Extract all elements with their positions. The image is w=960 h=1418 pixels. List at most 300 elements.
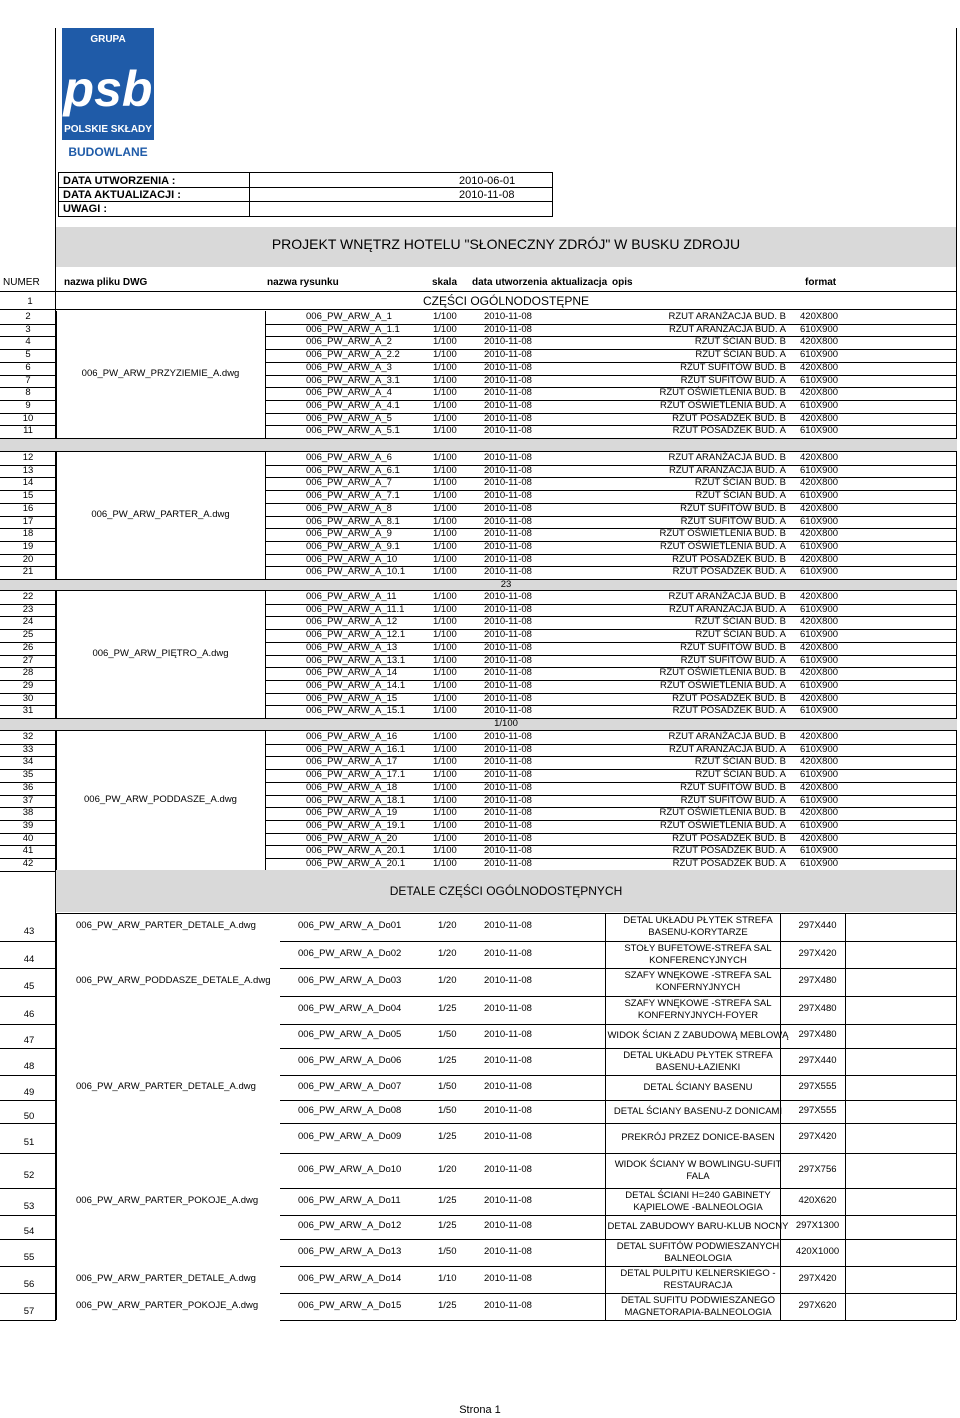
group-file-name: 006_PW_ARW_PODDASZE_A.dwg: [84, 793, 237, 805]
drawing-format: 610X900: [800, 349, 839, 361]
drawing-date: 2010-11-08: [484, 374, 532, 386]
drawing-name: 006_PW_ARW_A_12: [306, 616, 398, 628]
drawing-name: 006_PW_ARW_A_1: [306, 311, 392, 322]
row-number: 31: [22, 705, 34, 717]
updated-value: 2010-11-08: [459, 189, 515, 201]
drawing-scale: 1/100: [433, 654, 457, 666]
detail-drawing: 006_PW_ARW_A_Do03: [298, 975, 402, 986]
detail-number: 45: [23, 981, 35, 992]
drawing-date: 2010-11-08: [484, 323, 532, 335]
drawing-name: 006_PW_ARW_A_16: [306, 731, 398, 742]
drawing-name: 006_PW_ARW_A_20: [306, 832, 398, 844]
detail-scale: 1/20: [438, 947, 457, 959]
detail-description: DETAL UKŁADU PŁYTEK STREFA: [623, 915, 773, 926]
drawing-format: 420X800: [800, 387, 839, 399]
drawing-format: 420X800: [800, 361, 839, 373]
drawing-description: RZUT OŚWIETLENIA BUD. B: [659, 667, 786, 679]
detail-description: RESTAURACJA: [663, 1279, 733, 1291]
detail-date: 2010-11-08: [484, 1003, 532, 1014]
drawing-description: RZUT OŚWIETLENIA BUD. B: [659, 528, 786, 540]
drawing-name: 006_PW_ARW_A_9.1: [306, 540, 400, 552]
group-file-name: 006_PW_ARW_PARTER_A.dwg: [91, 508, 230, 520]
detail-date: 2010-11-08: [484, 1029, 532, 1040]
drawing-name: 006_PW_ARW_A_6: [306, 452, 392, 463]
detail-date: 2010-11-08: [484, 1080, 532, 1092]
detail-row-line-left: [0, 968, 56, 969]
drawing-scale: 1/100: [433, 374, 457, 386]
drawing-name: 006_PW_ARW_A_16.1: [306, 743, 406, 755]
drawing-description: RZUT ŚCIAN BUD. B: [694, 616, 786, 628]
drawing-format: 610X900: [800, 743, 839, 755]
drawing-scale: 1/100: [433, 731, 457, 742]
drawing-name: 006_PW_ARW_A_11.1: [306, 603, 405, 615]
drawing-format: 610X900: [800, 399, 839, 411]
header-aktualizacja: aktualizacja: [551, 277, 608, 288]
detail-number: 44: [23, 953, 35, 965]
detail-description: BALNEOLOGIA: [664, 1252, 732, 1264]
detail-format: 297X555: [798, 1080, 837, 1092]
row-number: 2: [25, 311, 31, 322]
row-number: 9: [25, 399, 31, 411]
header-opis: opis: [612, 277, 633, 288]
drawing-scale: 1/100: [433, 807, 457, 819]
drawing-format: 420X800: [800, 591, 839, 602]
detail-file-name: 006_PW_ARW_PARTER_DETALE_A.dwg: [76, 1080, 256, 1092]
drawing-date: 2010-11-08: [484, 629, 532, 641]
detail-file-name: 006_PW_ARW_PARTER_DETALE_A.dwg: [76, 1272, 256, 1284]
drawing-date: 2010-11-08: [484, 832, 532, 844]
detail-row-line-left: [0, 1320, 56, 1321]
detail-description: WIDOK ŚCIANY W BOWLINGU-SUFIT: [614, 1158, 782, 1170]
drawing-format: 610X900: [800, 425, 839, 437]
drawing-date: 2010-11-08: [484, 452, 532, 463]
drawing-scale: 1/100: [433, 781, 457, 793]
drawing-format: 610X900: [800, 540, 839, 552]
drawing-description: RZUT OŚWIETLENIA BUD. B: [659, 807, 786, 819]
drawing-format: 610X900: [800, 490, 839, 502]
drawing-scale: 1/100: [433, 502, 457, 514]
drawing-format: 610X900: [800, 629, 839, 641]
group-spacer: [0, 439, 957, 451]
drawing-format: 420X800: [800, 502, 839, 514]
detail-scale: 1/25: [438, 1194, 457, 1206]
group-file-name: 006_PW_ARW_PRZYZIEMIE_A.dwg: [81, 367, 240, 379]
detail-row-line-left: [0, 1188, 56, 1189]
drawing-description: RZUT ARANŻACJA BUD. A: [668, 464, 786, 476]
spacer-text: 23: [500, 579, 512, 590]
drawing-format: 610X900: [800, 794, 839, 806]
detail-number: 55: [23, 1251, 35, 1263]
drawing-scale: 1/100: [433, 425, 457, 437]
group-file-name: 006_PW_ARW_PIĘTRO_A.dwg: [92, 647, 229, 659]
detail-number: 54: [23, 1226, 35, 1237]
drawing-format: 610X900: [800, 374, 839, 386]
drawing-name: 006_PW_ARW_A_8.1: [306, 515, 400, 527]
drawing-format: 420X800: [800, 667, 839, 679]
drawing-date: 2010-11-08: [484, 490, 532, 502]
header-underline: [0, 291, 957, 292]
drawing-name: 006_PW_ARW_A_18: [306, 781, 398, 793]
drawing-description: RZUT SUFITÓW BUD. A: [680, 654, 786, 666]
drawing-name: 006_PW_ARW_A_2: [306, 336, 392, 348]
drawing-format: 610X900: [800, 705, 839, 717]
row-number: 18: [22, 528, 34, 540]
drawing-scale: 1/100: [433, 667, 457, 679]
drawing-description: RZUT SUFITÓW BUD. B: [680, 781, 786, 793]
drawing-description: RZUT POSADZEK BUD. A: [672, 705, 786, 717]
detail-scale: 1/20: [438, 1163, 457, 1175]
drawing-format: 420X800: [800, 832, 839, 844]
drawing-format: 610X900: [800, 654, 839, 666]
row-number: 16: [22, 502, 34, 514]
detail-format: 297X440: [798, 1054, 837, 1066]
header-plik: nazwa pliku DWG: [64, 277, 148, 288]
drawing-name: 006_PW_ARW_A_15: [306, 692, 398, 704]
drawing-name: 006_PW_ARW_A_18.1: [306, 794, 406, 806]
detail-format: 297X555: [798, 1104, 837, 1116]
detail-drawing: 006_PW_ARW_A_Do06: [298, 1054, 402, 1066]
detail-description: DETAL PULPITU KELNERSKIEGO -: [620, 1267, 776, 1279]
detail-number: 46: [23, 1009, 35, 1020]
detail-drawing: 006_PW_ARW_A_Do12: [298, 1220, 402, 1231]
drawing-description: RZUT ARANŻACJA BUD. A: [668, 323, 786, 335]
drawing-format: 420X800: [800, 692, 839, 704]
detail-format: 297X480: [798, 975, 837, 986]
detail-date: 2010-11-08: [484, 1272, 532, 1284]
drawing-date: 2010-11-08: [484, 399, 532, 411]
meta-box: [58, 172, 553, 217]
drawing-format: 420X800: [800, 756, 839, 768]
detail-format: 297X480: [798, 1003, 837, 1014]
detail-top-line: [56, 913, 956, 914]
drawing-scale: 1/100: [433, 477, 457, 489]
row-number: 15: [22, 490, 34, 502]
row-number: 22: [22, 591, 34, 602]
detail-description: SZAFY WNĘKOWE -STREFA SAL: [624, 970, 772, 981]
drawing-description: RZUT ARANŻACJA BUD. B: [668, 452, 786, 463]
drawing-description: RZUT POSADZEK BUD. B: [672, 553, 786, 565]
drawing-description: RZUT SUFITÓW BUD. A: [680, 374, 786, 386]
detail-drawing: 006_PW_ARW_A_Do05: [298, 1029, 402, 1040]
notes-label: UWAGI :: [63, 203, 107, 215]
detail-scale: 1/50: [438, 1080, 457, 1092]
detail-scale: 1/50: [438, 1104, 457, 1116]
drawing-date: 2010-11-08: [484, 566, 532, 578]
detail-row-line-left: [0, 1100, 56, 1101]
drawing-name: 006_PW_ARW_A_8: [306, 502, 392, 514]
detail-number: 50: [23, 1110, 35, 1122]
drawing-scale: 1/100: [433, 323, 457, 335]
row-number: 8: [25, 387, 31, 399]
drawing-name: 006_PW_ARW_A_14: [306, 667, 398, 679]
drawing-scale: 1/100: [433, 515, 457, 527]
detail-drawing: 006_PW_ARW_A_Do14: [298, 1272, 402, 1284]
row-number: 38: [22, 807, 34, 819]
drawing-date: 2010-11-08: [484, 540, 532, 552]
detail-date: 2010-11-08: [484, 975, 532, 986]
drawing-name: 006_PW_ARW_A_7: [306, 477, 392, 489]
drawing-format: 420X800: [800, 477, 839, 489]
drawing-description: RZUT OŚWIETLENIA BUD. B: [659, 387, 786, 399]
updated-label: DATA AKTUALIZACJI :: [63, 189, 181, 201]
detail-description: STOŁY BUFETOWE-STREFA SAL: [624, 942, 772, 954]
drawing-format: 610X900: [800, 845, 839, 857]
drawing-name: 006_PW_ARW_A_20.1: [306, 845, 406, 857]
row-number: 17: [22, 515, 34, 527]
created-value: 2010-06-01: [459, 175, 516, 187]
drawing-format: 610X900: [800, 566, 839, 578]
drawing-name: 006_PW_ARW_A_3.1: [306, 374, 400, 386]
detail-format: 297X620: [798, 1299, 837, 1311]
detail-row-line-right: [280, 996, 956, 997]
drawing-date: 2010-11-08: [484, 349, 532, 361]
drawing-scale: 1/100: [433, 769, 457, 781]
detail-file-name: 006_PW_ARW_PARTER_POKOJE_A.dwg: [76, 1299, 259, 1311]
detail-row-line-right: [280, 1123, 956, 1124]
detail-row-line-left: [0, 1123, 56, 1124]
detail-scale: 1/25: [438, 1299, 457, 1311]
drawing-scale: 1/100: [433, 692, 457, 704]
detail-format: 297X420: [798, 1131, 837, 1142]
drawing-name: 006_PW_ARW_A_2.2: [306, 349, 400, 361]
detail-description: DETAL ZABUDOWY BARU-KLUB NOCNY: [607, 1221, 789, 1232]
drawing-description: RZUT SUFITÓW BUD. A: [680, 515, 786, 527]
detail-drawing: 006_PW_ARW_A_Do15: [298, 1299, 402, 1311]
detail-row-line-right: [280, 1215, 956, 1216]
drawing-scale: 1/100: [433, 641, 457, 653]
drawing-date: 2010-11-08: [484, 361, 532, 373]
detail-row-line-left: [0, 1266, 56, 1267]
drawing-date: 2010-11-08: [484, 311, 532, 322]
drawing-scale: 1/100: [433, 566, 457, 578]
row-number: 20: [22, 553, 34, 565]
created-label: DATA UTWORZENIA :: [63, 175, 176, 187]
drawing-date: 2010-11-08: [484, 769, 532, 781]
row-number: 32: [22, 731, 34, 742]
detail-row-line-left: [0, 1293, 56, 1294]
row-number: 42: [22, 858, 34, 869]
drawing-scale: 1/100: [433, 349, 457, 361]
drawing-date: 2010-11-08: [484, 387, 532, 399]
drawing-description: RZUT ARANŻACJA BUD. B: [668, 591, 786, 602]
detail-scale: 1/50: [438, 1245, 457, 1257]
drawing-date: 2010-11-08: [484, 731, 532, 742]
drawing-name: 006_PW_ARW_A_17: [306, 756, 398, 768]
page-footer: Strona 1: [459, 1404, 501, 1416]
drawing-date: 2010-11-08: [484, 667, 532, 679]
drawing-date: 2010-11-08: [484, 692, 532, 704]
drawing-date: 2010-11-08: [484, 336, 532, 348]
detail-drawing: 006_PW_ARW_A_Do09: [298, 1131, 402, 1142]
row-number: 10: [22, 412, 34, 424]
page-title: PROJEKT WNĘTRZ HOTELU "SŁONECZNY ZDRÓJ" W BUSKU ZDROJU: [271, 236, 741, 252]
row-number: 21: [22, 566, 34, 578]
detail-date: 2010-11-08: [484, 1054, 532, 1066]
drawing-date: 2010-11-08: [484, 502, 532, 514]
drawing-date: 2010-11-08: [484, 679, 532, 691]
drawing-name: 006_PW_ARW_A_20.1: [306, 858, 406, 869]
drawing-description: RZUT POSADZEK BUD. B: [672, 412, 786, 424]
row-number: 26: [22, 641, 34, 653]
detail-format: 297X420: [798, 947, 837, 959]
detail-date: 2010-11-08: [484, 947, 532, 959]
detail-row-line-left: [0, 1215, 56, 1216]
drawing-scale: 1/100: [433, 591, 457, 602]
row-number: 27: [22, 654, 34, 666]
drawing-date: 2010-11-08: [484, 603, 532, 615]
drawing-date: 2010-11-08: [484, 553, 532, 565]
drawing-scale: 1/100: [433, 756, 457, 768]
detail-row-line-left: [0, 1153, 56, 1154]
detail-row-line-right: [280, 1320, 956, 1321]
drawing-scale: 1/100: [433, 705, 457, 717]
drawing-format: 610X900: [800, 464, 839, 476]
drawing-description: RZUT POSADZEK BUD. B: [672, 692, 786, 704]
detail-date: 2010-11-08: [484, 920, 532, 931]
detail-row-line-right: [280, 1153, 956, 1154]
drawing-description: RZUT OŚWIETLENIA BUD. A: [660, 540, 786, 552]
drawing-scale: 1/100: [433, 819, 457, 831]
detail-col-line: [56, 913, 57, 1320]
detail-description: DETAL SUFITÓW PODWIESZANYCH: [616, 1240, 780, 1252]
drawing-format: 420X800: [800, 616, 839, 628]
drawing-description: RZUT SUFITÓW BUD. A: [680, 794, 786, 806]
row-number: 12: [22, 452, 34, 463]
detail-description: BASENU-KORYTARZE: [648, 927, 748, 938]
row-number: 7: [25, 374, 31, 386]
drawing-format: 610X900: [800, 769, 839, 781]
detail-description: KONFERENCYJNYCH: [649, 954, 747, 966]
row-number: 4: [25, 336, 31, 348]
drawing-description: RZUT ŚCIAN BUD. B: [694, 477, 786, 489]
detail-file-name: 006_PW_ARW_PARTER_POKOJE_A.dwg: [76, 1194, 259, 1206]
drawing-date: 2010-11-08: [484, 654, 532, 666]
logo-line2-text: BUDOWLANE: [68, 145, 148, 159]
drawing-description: RZUT POSADZEK BUD. A: [672, 845, 786, 857]
detail-format: 297X1300: [795, 1220, 840, 1231]
drawing-date: 2010-11-08: [484, 515, 532, 527]
drawing-name: 006_PW_ARW_A_4: [306, 387, 392, 399]
drawing-date: 2010-11-08: [484, 845, 532, 857]
detail-row-line-right: [280, 1024, 956, 1025]
detail-col-line: [845, 913, 846, 1320]
drawing-name: 006_PW_ARW_A_11: [306, 591, 397, 602]
row-number: 34: [22, 756, 34, 768]
detail-number: 48: [23, 1060, 35, 1072]
drawing-name: 006_PW_ARW_A_4.1: [306, 399, 400, 411]
drawing-date: 2010-11-08: [484, 819, 532, 831]
drawing-description: RZUT SUFITÓW BUD. B: [680, 361, 786, 373]
drawing-scale: 1/100: [433, 399, 457, 411]
detail-row-line-left: [0, 1239, 56, 1240]
drawing-description: RZUT POSADZEK BUD. A: [672, 425, 786, 437]
row-number: 13: [22, 464, 34, 476]
drawing-format: 610X900: [800, 858, 839, 869]
detail-drawing: 006_PW_ARW_A_Do07: [298, 1080, 402, 1092]
detail-format: 297X480: [798, 1029, 837, 1040]
detail-scale: 1/20: [438, 920, 457, 931]
detail-format: 297X440: [798, 920, 837, 931]
drawing-scale: 1/100: [433, 336, 457, 348]
detail-description: DETAL SUFITU PODWIESZANEGO: [620, 1294, 776, 1306]
detail-format: 420X620: [798, 1194, 837, 1206]
header-rysunek: nazwa rysunku: [267, 277, 339, 288]
row-number: 29: [22, 679, 34, 691]
drawing-scale: 1/100: [433, 679, 457, 691]
detail-row-line-left: [0, 1024, 56, 1025]
drawing-scale: 1/100: [433, 464, 457, 476]
row-number: 11: [23, 425, 33, 437]
detail-number: 52: [23, 1169, 35, 1181]
drawing-scale: 1/100: [433, 452, 457, 463]
detail-format: 297X756: [798, 1163, 837, 1175]
drawing-scale: 1/100: [433, 845, 457, 857]
drawing-name: 006_PW_ARW_A_14.1: [306, 679, 406, 691]
drawing-description: RZUT ŚCIAN BUD. B: [694, 756, 786, 768]
row-number: 37: [22, 794, 34, 806]
drawing-scale: 1/100: [433, 412, 457, 424]
drawing-date: 2010-11-08: [484, 464, 532, 476]
detail-number: 56: [23, 1278, 35, 1290]
drawing-name: 006_PW_ARW_A_19.1: [306, 819, 406, 831]
detail-drawing: 006_PW_ARW_A_Do02: [298, 947, 402, 959]
drawing-date: 2010-11-08: [484, 781, 532, 793]
detail-description: DETAL ŚCIANY BASENU-Z DONICAMI: [613, 1105, 783, 1117]
detail-date: 2010-11-08: [484, 1245, 532, 1257]
drawing-description: RZUT SUFITÓW BUD. B: [680, 502, 786, 514]
logo-top-text: GRUPA: [90, 34, 126, 45]
detail-drawing: 006_PW_ARW_A_Do04: [298, 1003, 402, 1014]
detail-row-line-left: [0, 941, 56, 942]
row-number: 25: [22, 629, 34, 641]
drawing-name: 006_PW_ARW_A_9: [306, 528, 392, 540]
detail-number: 43: [23, 926, 35, 937]
drawing-format: 610X900: [800, 603, 839, 615]
detail-number: 51: [23, 1137, 35, 1148]
detail-drawing: 006_PW_ARW_A_Do13: [298, 1245, 402, 1257]
detail-drawing: 006_PW_ARW_A_Do01: [298, 920, 402, 931]
drawing-scale: 1/100: [433, 311, 457, 322]
drawing-scale: 1/100: [433, 387, 457, 399]
detail-description: KONFERNYJNYCH-FOYER: [637, 1010, 759, 1021]
row-number: 6: [25, 361, 31, 373]
detail-file-name: 006_PW_ARW_PARTER_DETALE_A.dwg: [76, 920, 256, 931]
detail-scale: 1/50: [438, 1029, 457, 1040]
drawing-format: 420X800: [800, 553, 839, 565]
drawing-name: 006_PW_ARW_A_5.1: [306, 425, 400, 437]
drawing-name: 006_PW_ARW_A_6.1: [306, 464, 400, 476]
detail-description: DETAL ŚCIANY BASENU: [643, 1081, 753, 1093]
drawing-description: RZUT OŚWIETLENIA BUD. A: [660, 679, 786, 691]
drawing-date: 2010-11-08: [484, 858, 532, 869]
drawing-date: 2010-11-08: [484, 743, 532, 755]
drawing-date: 2010-11-08: [484, 412, 532, 424]
header-format: format: [805, 277, 837, 288]
section1-title: CZĘŚCI OGÓLNODOSTĘPNE: [422, 294, 590, 308]
header-skala: skala: [432, 277, 458, 288]
row-number: 30: [22, 692, 34, 704]
detail-row-line-left: [0, 1048, 56, 1049]
drawing-format: 420X800: [800, 412, 839, 424]
detail-drawing: 006_PW_ARW_A_Do10: [298, 1163, 402, 1175]
header-numer: NUMER: [3, 277, 40, 288]
detail-scale: 1/25: [438, 1054, 457, 1066]
detail-scale: 1/25: [438, 1220, 457, 1231]
drawing-scale: 1/100: [433, 616, 457, 628]
drawing-scale: 1/100: [433, 361, 457, 373]
detail-description: KONFERNYJNYCH: [655, 982, 741, 993]
detail-description: WIDOK ŚCIAN Z ZABUDOWĄ MEBLOWĄ: [607, 1030, 789, 1041]
